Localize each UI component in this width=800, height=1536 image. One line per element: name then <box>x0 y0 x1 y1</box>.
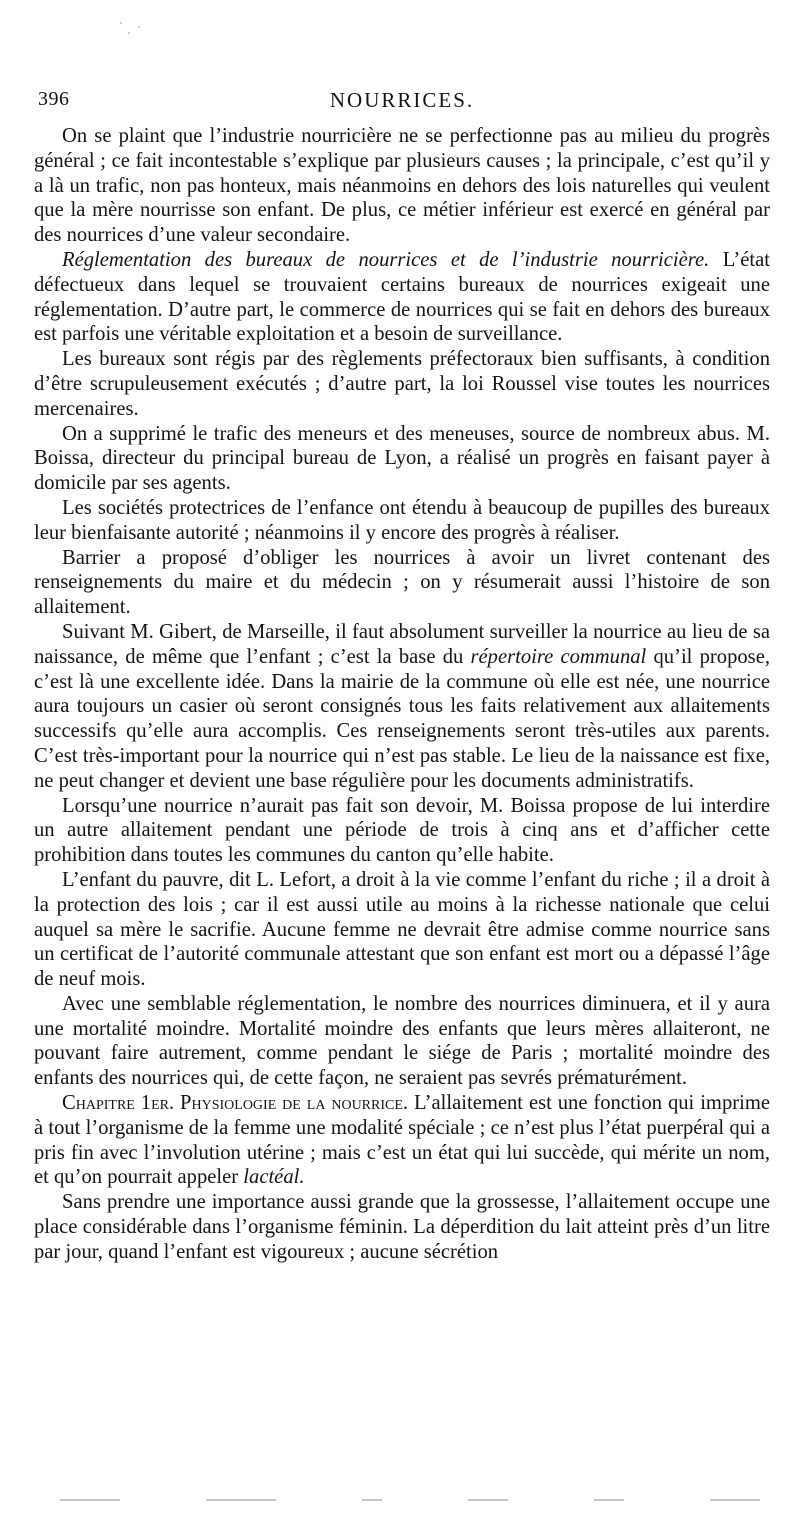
paragraph-8 <box>34 794 770 868</box>
paragraph-9 <box>34 868 770 992</box>
paragraph-text: Les sociétés protectrices de l’enfance ont étendu à beaucoup de pupilles des bureaux leur bienfaisante autorité ; néanmoins il y encore des progrès à réaliser. <box>34 496 770 544</box>
paragraph-1 <box>34 124 770 248</box>
paragraph-7 <box>34 620 770 794</box>
paragraph-text: L’allaitement est une fonction qui imprime à tout l’organisme de la femme une modalité spéciale ; ce n’est plus l’état puerpéral qui a pris fin avec l’involution utérine ; mais c’est un état qui lui succède, qui mérite un nom, et qu’on pourrait appeler <box>34 1092 770 1189</box>
paragraph-text: Avec une semblable réglementation, le nombre des nourrices diminuera, et il y aura une mortalité moindre. Mortalité moindre des enfants que leurs mères allaiteront, ne pouvant faire autrement, comme pendant le siége de Paris ; mortalité moindre des enfants des nourrices qui, de cette façon, ne seraient pas sevrés prématurément. <box>34 992 770 1090</box>
paragraph-4 <box>34 422 770 496</box>
paragraph-text: Les bureaux sont régis par des règlements préfectoraux bien suffisants, à condition d’être scrupuleusement exécutés ; d’autre part, la loi Roussel vise toutes les nourrices mercenaires. <box>34 348 770 420</box>
italic-term-lacteal: lactéal. <box>243 1166 305 1189</box>
paragraph-2 <box>34 248 770 347</box>
paragraph-text: Sans prendre une importance aussi grande que la grossesse, l’allaitement occupe une place considérable dans l’organisme féminin. La déperdition du lait atteint près d’un litre par jour, quand l’enfant est vigoureux ; aucune sécrétion <box>34 1191 770 1263</box>
page-header <box>34 88 770 124</box>
page-number: 396 <box>38 88 70 110</box>
paragraph-text: On a supprimé le trafic des meneurs et des meneuses, source de nombreux abus. M. Boissa, directeur du principal bureau de Lyon, a réalisé un progrès en faisant payer à domicile par ses agents. <box>34 422 770 495</box>
chapter-heading: Chapitre 1er. Physiologie de la nourrice. <box>62 1092 409 1115</box>
paragraph-text: L’enfant du pauvre, dit L. Lefort, a droit à la vie comme l’enfant du riche ; il a droit à la protection des lois ; car il est aussi utile au moins à la richesse nationale que celui auquel sa mère le sacrifie. Aucune femme ne devrait être admise comme nourrice sans un certificat de l’autorité communale attestant que son enfant est mort ou a dépassé l’âge de neuf mois. <box>34 868 770 991</box>
running-head: NOURRICES. <box>329 88 475 112</box>
page-specks <box>118 18 148 38</box>
body-text <box>34 124 770 1265</box>
footer-print-marks <box>60 1496 760 1504</box>
paragraph-12 <box>34 1190 770 1264</box>
paragraph-11 <box>34 1091 770 1190</box>
paragraph-text: Lorsqu’une nourrice n’aurait pas fait son devoir, M. Boissa propose de lui interdire un autre allaitement pendant une période de trois à cinq ans et d’afficher cette prohibition dans toutes les communes du canton qu’elle habite. <box>34 794 770 867</box>
paragraph-text: L’état défectueux dans lequel se trouvaient certains bureaux de nourrices exigeait une réglementation. D’autre part, le commerce de nourrices qui se fait en dehors des bureaux est parfois une véritable exploitation et a besoin de surveillance. <box>34 248 771 346</box>
paragraph-text: qu’il propose, c’est là une excellente idée. Dans la mairie de la commune où elle est née, une nourrice aura toujours un casier où seront consignés tous les faits relativement aux allaitements successifs qu’elle aura accomplis. Ces renseignements seront très-utiles aux parents. C’est très-important pour la nourrice qui n’est pas stable. Le lieu de la naissance est fixe, ne peut changer et devient une base régulière pour les documents administratifs. <box>34 645 770 792</box>
italic-term-repertoire-communal: répertoire communal <box>470 645 647 668</box>
paragraph-text: On se plaint que l’industrie nourricière ne se perfectionne pas au milieu du progrès général ; ce fait incontestable s’explique par plusieurs causes ; la principale, c’est qu’il y a là un trafic, non pas honteux, mais néanmoins en dehors des lois naturelles qui veulent que la mère nourrisse son enfant. De plus, ce métier inférieur est exercé en général par des nourrices d’une valeur secondaire. <box>34 125 770 247</box>
paragraph-5 <box>34 496 770 546</box>
paragraph-text: Barrier a proposé d’obliger les nourrices à avoir un livret contenant des renseignements du maire et du médecin ; on y résumerait aussi l’histoire de son allaitement. <box>34 546 770 619</box>
paragraph-10 <box>34 992 770 1091</box>
paragraph-3 <box>34 347 770 421</box>
paragraph-text: Suivant M. Gibert, de Marseille, il faut absolument surveiller la nourrice au lieu de sa naissance, de même que l’enfant ; c’est la base du <box>34 620 770 668</box>
paragraph-6 <box>34 546 770 620</box>
section-heading-reglementation: Réglementation des bureaux de nourrices et de l’industrie nourricière. <box>62 248 710 271</box>
